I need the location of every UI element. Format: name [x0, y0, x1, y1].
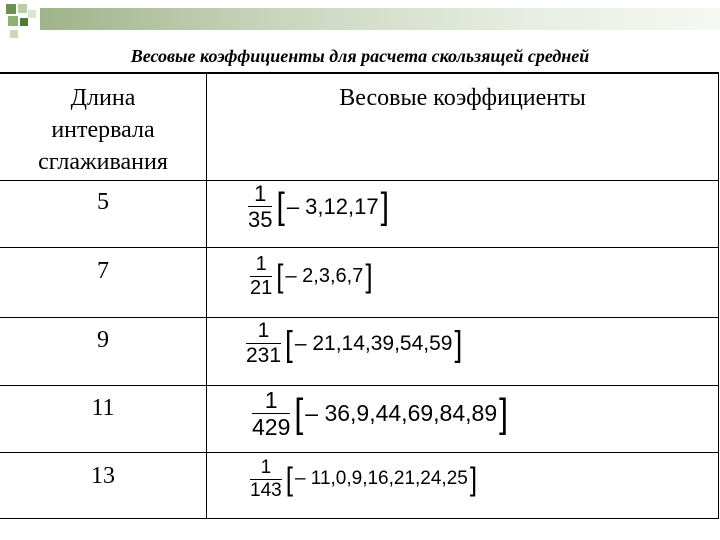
header-interval-length	[0, 82, 206, 178]
deco-square	[20, 18, 28, 26]
open-bracket: [	[294, 390, 304, 436]
interval-length: 11	[91, 395, 115, 421]
close-bracket: ]	[365, 257, 373, 295]
header-line: Длина	[70, 85, 136, 111]
header-divider	[0, 180, 718, 181]
fraction	[246, 320, 281, 367]
title-bar-decoration	[40, 8, 720, 30]
fraction-denominator: 231	[246, 344, 282, 368]
weights-table	[0, 72, 719, 519]
weight-formula	[250, 458, 477, 501]
close-bracket: ]	[454, 323, 463, 363]
row-divider	[0, 385, 718, 386]
deco-square	[6, 4, 16, 14]
fraction-denominator: 429	[252, 414, 291, 441]
open-bracket: [	[285, 460, 293, 498]
header-line: сглаживания	[38, 149, 168, 175]
deco-square	[8, 16, 18, 26]
open-bracket: [	[276, 257, 284, 295]
weight-formula	[248, 182, 389, 231]
fraction	[250, 254, 272, 299]
open-bracket: [	[285, 323, 293, 363]
header-weights: Весовые коэффициенты	[339, 85, 586, 111]
coefficients: – 3,12,17	[286, 193, 379, 219]
slide-title: Весовые коэффициенты для расчета скользящей средней	[130, 46, 590, 66]
decorative-squares	[0, 0, 40, 40]
coefficients: – 21,14,39,54,59	[294, 331, 453, 355]
fraction	[252, 388, 290, 439]
interval-length: 5	[97, 189, 109, 215]
fraction-denominator: 143	[250, 479, 282, 501]
interval-length: 9	[97, 327, 109, 353]
fraction	[248, 182, 272, 231]
interval-length: 7	[97, 258, 109, 284]
weight-formula	[246, 320, 462, 367]
coefficients: – 11,0,9,16,21,24,25	[294, 468, 468, 490]
row-divider	[0, 452, 718, 453]
close-bracket: ]	[380, 185, 389, 227]
fraction	[250, 458, 282, 501]
fraction-numerator: 1	[264, 387, 278, 413]
weight-formula	[250, 254, 373, 299]
fraction-denominator: 21	[250, 277, 273, 299]
close-bracket: ]	[499, 390, 508, 436]
fraction-numerator: 1	[255, 253, 267, 275]
fraction-numerator: 1	[254, 181, 267, 206]
header-line: интервала	[51, 117, 155, 143]
row-divider	[0, 247, 718, 248]
open-bracket: [	[276, 185, 285, 227]
deco-square	[18, 4, 27, 13]
fraction-numerator: 1	[260, 457, 272, 478]
row-divider	[0, 317, 718, 318]
coefficients: – 2,3,6,7	[285, 265, 364, 287]
deco-square	[28, 10, 36, 18]
fraction-denominator: 35	[248, 207, 273, 233]
fraction-numerator: 1	[257, 319, 270, 342]
interval-length: 13	[91, 463, 115, 489]
deco-square	[10, 30, 18, 38]
coefficients: – 36,9,44,69,84,89	[305, 400, 498, 427]
weight-formula	[252, 388, 508, 439]
close-bracket: ]	[469, 460, 478, 498]
